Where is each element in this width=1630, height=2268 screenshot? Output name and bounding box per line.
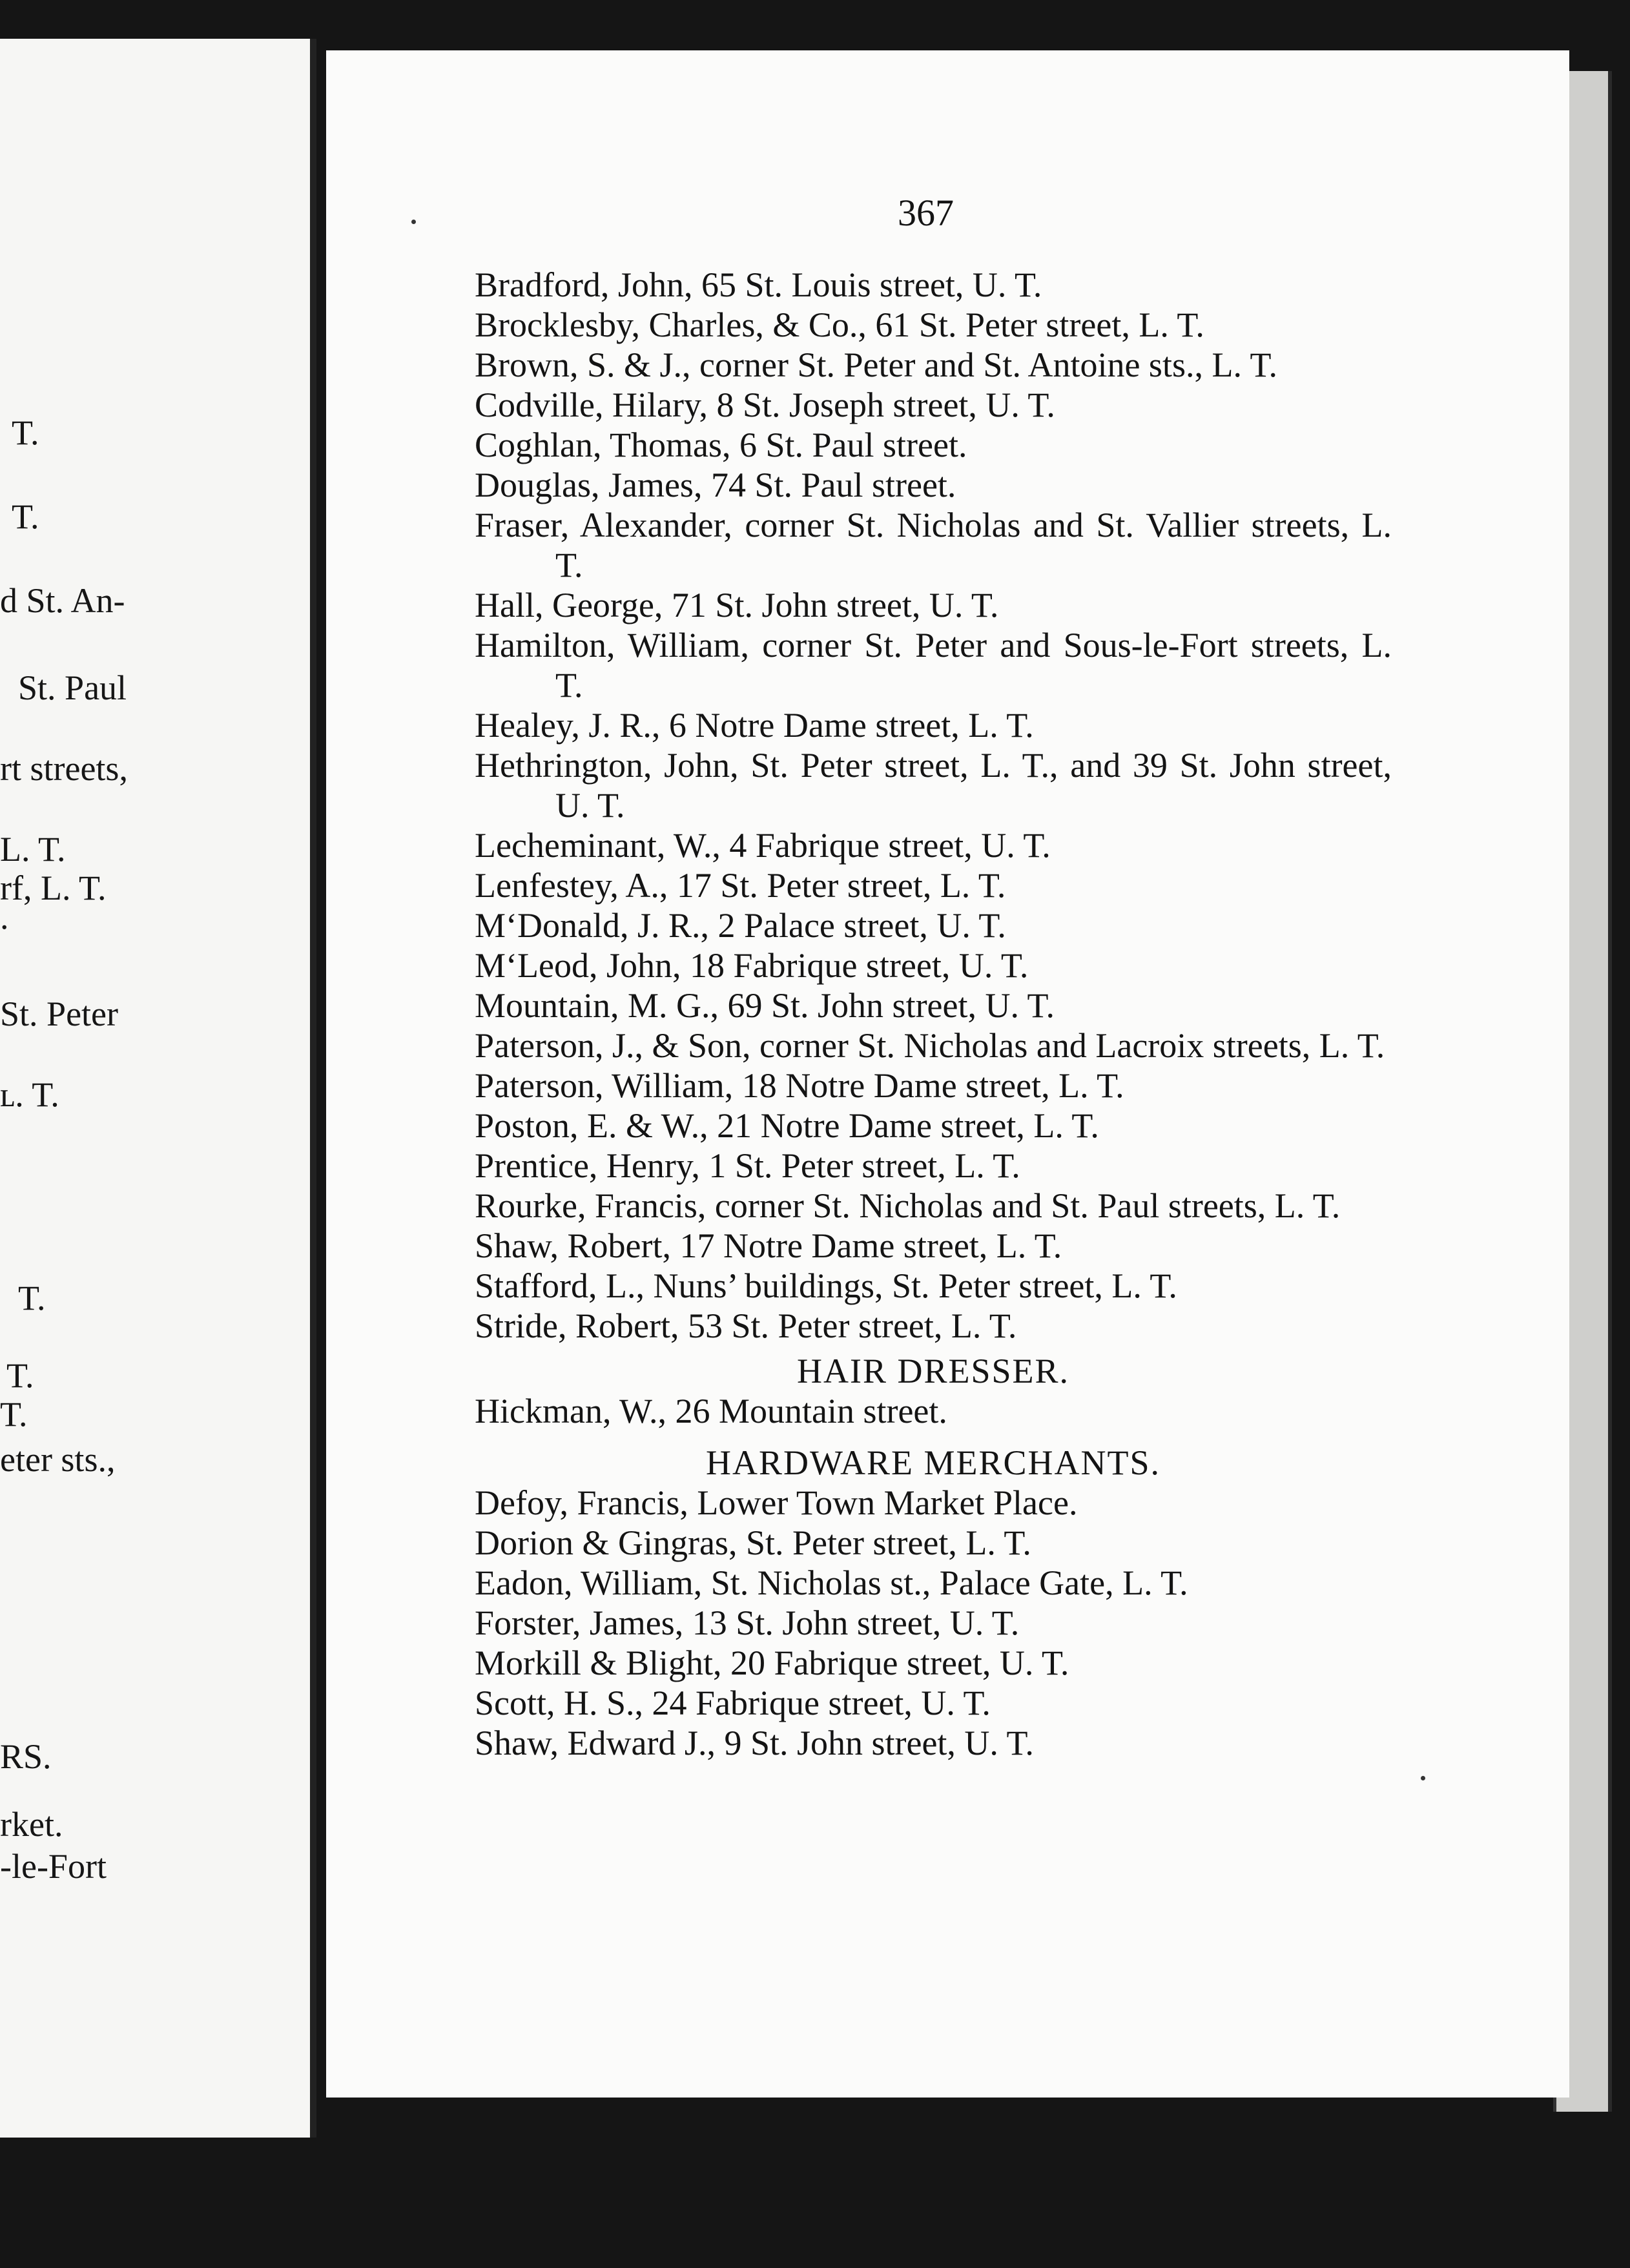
left-fragment: rf, L. T. [0, 869, 107, 907]
left-fragment: T. [12, 497, 39, 536]
list-item: Scott, H. S., 24 Fabrique street, U. T. [475, 1684, 991, 1722]
list-item: Rourke, Francis, corner St. Nicholas and St. Paul streets, L. T. [475, 1186, 1341, 1225]
section-heading-hardware-merchants: HARDWARE MERCHANTS. [705, 1443, 1161, 1482]
list-item: Lenfestey, A., 17 St. Peter street, L. T. [475, 866, 1006, 905]
left-fragment: -le-Fort [0, 1847, 107, 1886]
list-item: Poston, E. & W., 21 Notre Dame street, L. T. [475, 1106, 1099, 1145]
list-item: Hickman, W., 26 Mountain street. [475, 1392, 947, 1430]
list-item: Hethrington, John, St. Peter street, L. T., and 39 St. John street, U. T. [475, 746, 1392, 825]
list-item: Hamilton, William, corner St. Peter and Sous-le-Fort streets, L. T. [475, 626, 1392, 705]
directory-entries [475, 265, 1392, 1763]
list-item: Eadon, William, St. Nicholas st., Palace Gate, L. T. [475, 1563, 1188, 1602]
ink-spot [411, 220, 416, 224]
ink-spot [1421, 1776, 1425, 1780]
left-fragment: ʟ. T. [0, 1075, 59, 1114]
left-page [0, 39, 316, 2138]
section-list [475, 265, 1392, 1346]
left-fragment: RS. [0, 1737, 52, 1776]
left-fragment: d St. An- [0, 581, 125, 620]
list-item: Prentice, Henry, 1 St. Peter street, L. T. [475, 1146, 1020, 1185]
left-fragment: T. [18, 1279, 46, 1317]
list-item: Stride, Robert, 53 St. Peter street, L. T. [475, 1306, 1017, 1345]
left-fragment: rt streets, [0, 749, 128, 788]
list-item: Brocklesby, Charles, & Co., 61 St. Peter street, L. T. [475, 305, 1204, 344]
left-fragment: eter sts., [0, 1440, 116, 1479]
page-gutter [310, 39, 316, 2138]
list-item: Defoy, Francis, Lower Town Market Place. [475, 1483, 1078, 1522]
left-fragment: rket. [0, 1805, 63, 1844]
list-item: M‘Leod, John, 18 Fabrique street, U. T. [475, 946, 1029, 985]
list-item: Dorion & Gingras, St. Peter street, L. T. [475, 1523, 1031, 1562]
page-number: 367 [898, 192, 954, 234]
left-fragment: St. Peter [0, 995, 118, 1033]
list-item: Stafford, L., Nuns’ buildings, St. Peter street, L. T. [475, 1266, 1177, 1305]
list-item: Paterson, J., & Son, corner St. Nicholas and Lacroix streets, L. T. [475, 1026, 1385, 1065]
list-item: Bradford, John, 65 St. Louis street, U. T. [475, 265, 1042, 304]
list-item: M‘Donald, J. R., 2 Palace street, U. T. [475, 906, 1006, 945]
list-item: Morkill & Blight, 20 Fabrique street, U. T. [475, 1644, 1069, 1682]
left-fragment: T. [6, 1356, 34, 1395]
left-fragment: St. Paul [18, 668, 127, 707]
list-item: Mountain, M. G., 69 St. John street, U. T. [475, 986, 1055, 1025]
list-item: Coghlan, Thomas, 6 St. Paul street. [475, 426, 967, 464]
left-fragment: . [0, 898, 9, 936]
list-item: Paterson, William, 18 Notre Dame street, L. T. [475, 1066, 1124, 1105]
list-item: Hall, George, 71 St. John street, U. T. [475, 586, 999, 624]
list-item: Douglas, James, 74 St. Paul street. [475, 466, 956, 504]
list-item: Brown, S. & J., corner St. Peter and St. Antoine sts., L. T. [475, 345, 1277, 384]
list-item: Healey, J. R., 6 Notre Dame street, L. T. [475, 706, 1034, 745]
list-item: Shaw, Edward J., 9 St. John street, U. T. [475, 1724, 1034, 1762]
section-heading-hair-dresser: HAIR DRESSER. [796, 1352, 1070, 1390]
list-item: Lecheminant, W., 4 Fabrique street, U. T. [475, 826, 1051, 865]
left-fragment: T. [12, 413, 39, 452]
list-item: Forster, James, 13 St. John street, U. T. [475, 1603, 1020, 1642]
list-item: Fraser, Alexander, corner St. Nicholas and St. Vallier streets, L. T. [475, 506, 1392, 584]
left-fragment: T. [0, 1395, 28, 1434]
list-item: Codville, Hilary, 8 St. Joseph street, U. T. [475, 386, 1055, 424]
left-fragment: L. T. [0, 830, 66, 869]
list-item: Shaw, Robert, 17 Notre Dame street, L. T. [475, 1226, 1062, 1265]
